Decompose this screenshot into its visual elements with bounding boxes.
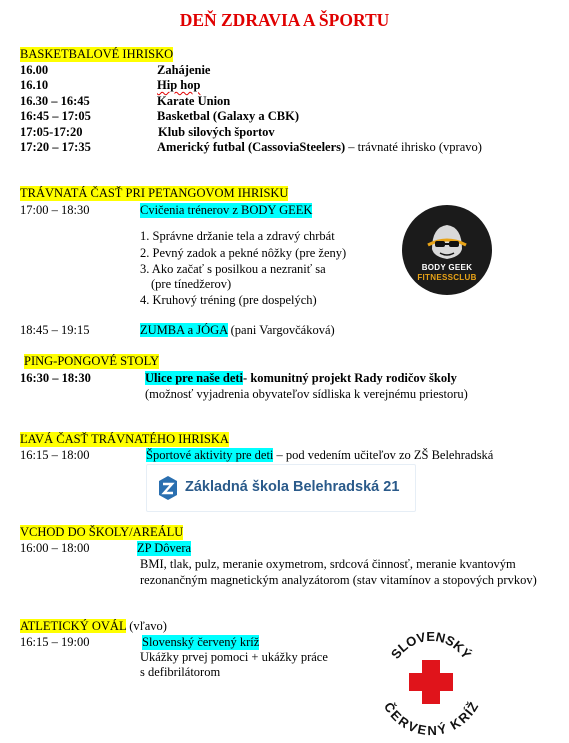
schedule-note: (možnosť vyjadrenia obyvateľov sídliska k verejnému priestoru) [145, 387, 468, 401]
schedule-description: Ukážky prvej pomoci + ukážky práce [140, 650, 328, 664]
schedule-event: Karate Union [157, 94, 231, 108]
section-heading-basketball: BASKETBALOVÉ IHRISKO [20, 47, 174, 61]
schedule-event: Športové aktivity pre deti [146, 448, 274, 462]
schedule-event-note: (pani Vargovčáková) [227, 323, 335, 337]
list-item: 1. Správne držanie tela a zdravý chrbát [140, 229, 335, 243]
list-item: 4. Kruhový tréning (pre dospelých) [140, 293, 317, 307]
schedule-time: 17:00 – 18:30 [20, 203, 90, 217]
schedule-description: BMI, tlak, pulz, meranie oxymetrom, srdcová činnosť, meranie kvantovým rezonančným magnetickým analyzátorom (stav vitamínov a stopových prvkov) [140, 557, 537, 587]
section-heading-note: (vľavo) [126, 619, 167, 633]
schedule-event-note: - komunitný projekt Rady rodičov školy [243, 371, 457, 385]
list-item: 3. Ako začať s posilkou a nezraniť sa [140, 262, 326, 276]
red-cross-icon [378, 624, 484, 736]
schedule-event: Basketbal (Galaxy a CBK) [157, 109, 300, 123]
schedule-event: Cvičenia trénerov z BODY GEEK [140, 203, 313, 217]
svg-text:SLOVENSKÝ [388, 629, 475, 662]
page-title: DEŇ ZDRAVIA A ŠPORTU [179, 10, 390, 30]
logo-text: BODY GEEK [421, 263, 473, 272]
section-heading-pingpong: PING-PONGOVÉ STOLY [24, 354, 159, 368]
schedule-event: ZP Dôvera [137, 541, 192, 555]
schedule-description: s defibrilátorom [140, 665, 221, 679]
schedule-time: 16.10 [20, 78, 49, 92]
body-geek-logo [402, 205, 492, 295]
section-heading-track-row [20, 619, 167, 634]
schedule-event: Zahájenie [157, 63, 211, 77]
logo-text: Základná škola Belehradská 21 [185, 479, 400, 495]
schedule-time: 16.00 [20, 63, 49, 77]
list-item: 2. Pevný zadok a pekné nôžky (pre ženy) [140, 246, 347, 260]
schedule-time: 17:05-17:20 [20, 125, 83, 139]
section-heading-petang: TRÁVNATÁ ČASŤ PRI PETANGOVOM IHRISKU [20, 186, 289, 200]
schedule-event-note: – pod vedením učiteľov zo ZŠ Belehradská [273, 448, 494, 462]
schedule-time: 16.30 – 16:45 [20, 94, 90, 108]
schedule-event: Klub silových športov [158, 125, 275, 139]
schedule-event-note: – trávnaté ihrisko (vpravo) [345, 140, 482, 154]
logo-text-bottom: ČERVENÝ KRÍŽ [380, 699, 482, 736]
section-heading-entrance: VCHOD DO ŠKOLY/AREÁLU [20, 525, 184, 539]
schedule-event-row [157, 140, 482, 155]
schedule-event-row [140, 323, 335, 338]
list-item: (pre tínedžerov) [151, 277, 232, 291]
section-heading-track: ATLETICKÝ OVÁL [20, 619, 127, 633]
school-logo [146, 464, 416, 512]
section-heading-left-field: ĽAVÁ ČASŤ TRÁVNATÉHO IHRISKA [20, 432, 229, 446]
school-emblem-icon [155, 475, 181, 501]
schedule-event: Hip hop [157, 78, 201, 92]
svg-text:ČERVENÝ KRÍŽ [381, 700, 481, 736]
schedule-event-row [146, 448, 493, 463]
schedule-event: Slovenský červený kríž [142, 635, 260, 649]
schedule-time: 16:15 – 19:00 [20, 635, 90, 649]
schedule-time: 16:45 – 17:05 [20, 109, 91, 123]
schedule-time: 17:20 – 17:35 [20, 140, 91, 154]
schedule-event-row [145, 371, 457, 386]
schedule-event: Ulice pre naše deti [145, 371, 244, 385]
logo-text-top: SLOVENSKÝ [387, 628, 475, 662]
red-cross-logo [378, 624, 484, 736]
schedule-time: 16:00 – 18:00 [20, 541, 90, 555]
schedule-time: 18:45 – 19:15 [20, 323, 90, 337]
schedule-time: 16:30 – 18:30 [20, 371, 91, 385]
schedule-event: Americký futbal (CassoviaSteelers) [157, 140, 346, 154]
logo-text: FITNESSCLUB [417, 273, 477, 282]
schedule-time: 16:15 – 18:00 [20, 448, 90, 462]
schedule-event: ZUMBA a JÓGA [140, 323, 228, 337]
